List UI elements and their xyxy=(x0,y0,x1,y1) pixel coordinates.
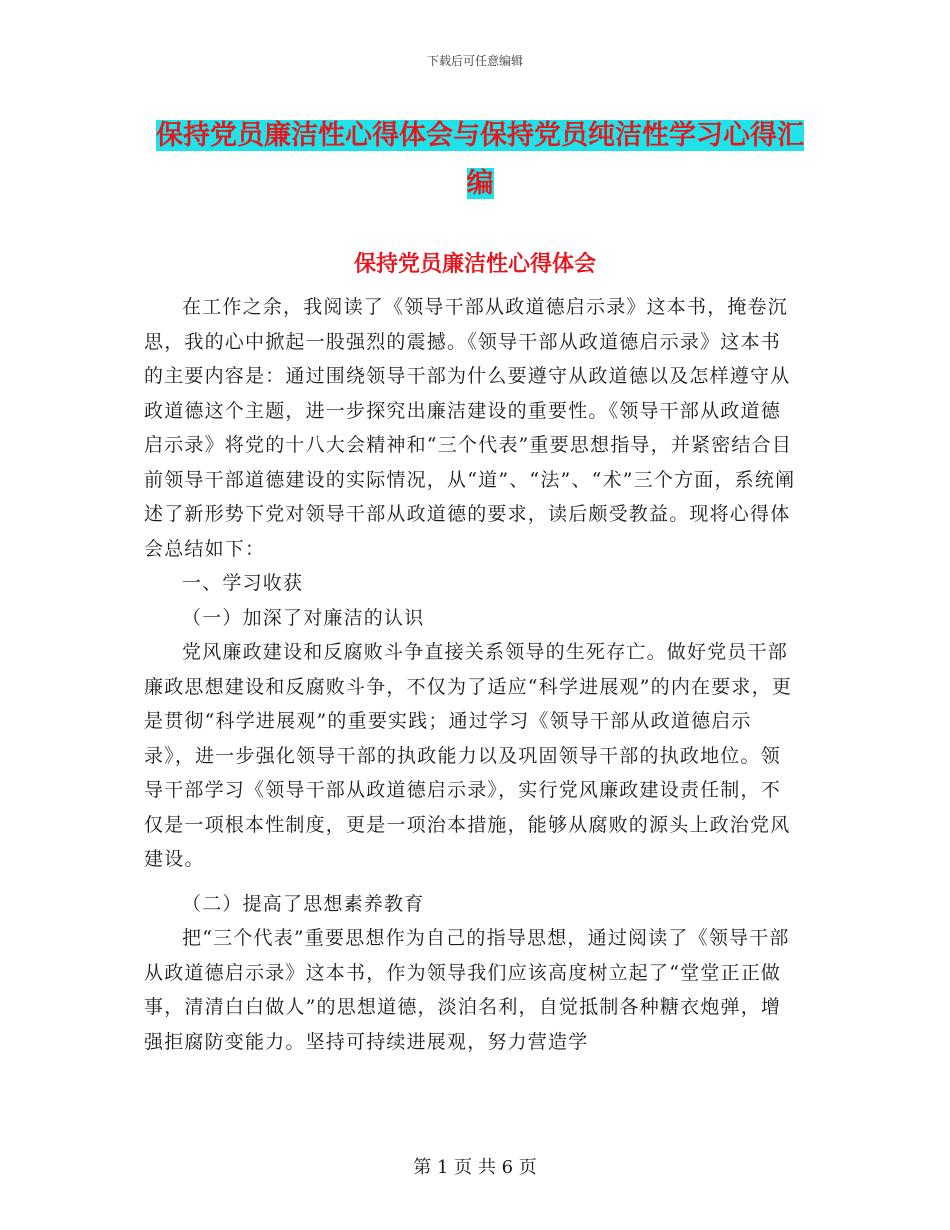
subheading-integrity-awareness: （一）加深了对廉洁的认识 xyxy=(182,606,425,629)
section-title: 保持党员廉洁性心得体会 xyxy=(353,251,596,277)
paragraph-intro: 在工作之余，我阅读了《领导干部从政道德启示录》这本书，掩卷沉思，我的心中掀起一股强烈的震撼。《领导干部从政道德启示录》这本书的主要内容是：通过围绕领导干部为什么要遵守从政道德以及怎样遵守从政道德这个主题，进一步探究出廉洁建设的重要性。《领导干部从政道德启示录》将党的十八大会精神和“三个代表”重要思想指导，并紧密结合目前领导干部道德建设的实际情况，从“道”、“法”、“术”三个方面，系统阐述了新形势下党对领导干部从政道德的要求，读后颇受教益。现将心得体会总结如下： xyxy=(144,296,796,560)
document-body xyxy=(144,290,798,1059)
document-title-text: 保持党员廉洁性心得体会与保持党员纯洁性学习心得汇编 xyxy=(156,120,804,199)
document-title xyxy=(150,112,810,208)
subheading-thought-quality: （二）提高了思想素养教育 xyxy=(182,892,425,915)
paragraph-thought: 把“三个代表”重要思想作为自己的指导思想，通过阅读了《领导干部从政道德启示录》这本书，作为领导我们应该高度树立起了“堂堂正正做事，清清白白做人”的思想道德，淡泊名利，自觉抵制各种糖衣炮弹，增强拒腐防变能力。坚持可持续进展观，努力营造学 xyxy=(144,927,790,1053)
paragraph-integrity: 党风廉政建设和反腐败斗争直接关系领导的生死存亡。做好党员干部廉政思想建设和反腐败斗争，不仅为了适应“科学进展观”的内在要求，更是贯彻“科学进展观”的重要实践；通过学习《领导干部从政道德启示录》，进一步强化领导干部的执政能力以及巩固领导干部的执政地位。领导干部学习《领导干部从政道德启示录》，实行党风廉政建设责任制，不仅是一项根本性制度，更是一项治本措施，能够从腐败的源头上政治党风建设。 xyxy=(144,641,793,870)
page-number: 第 1 页 共 6 页 xyxy=(413,1157,537,1178)
heading-learning-gains: 一、学习收获 xyxy=(182,572,304,594)
page-header-note: 下载后可任意编辑 xyxy=(426,54,523,68)
